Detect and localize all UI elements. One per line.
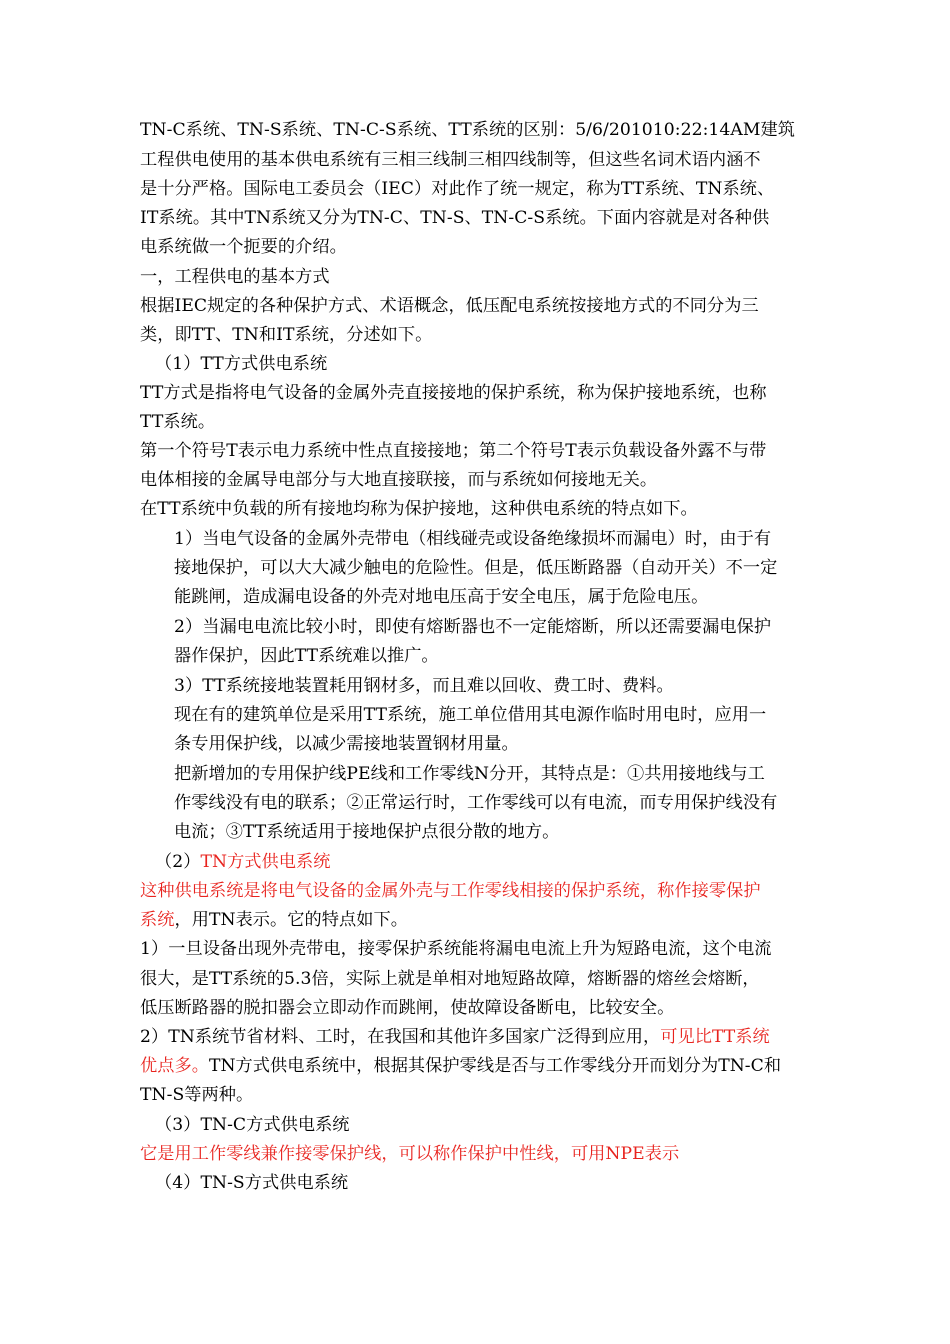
text-span: 2）当漏电电流比较小时，即使有熔断器也不一定能熔断，所以还需要漏电保护 bbox=[174, 617, 772, 637]
text-span: 3）TT系统接地装置耗用钢材多，而且难以回收、费工时、费料。 bbox=[174, 676, 674, 696]
subsection-heading bbox=[155, 1110, 350, 1140]
text-span: 把新增加的专用保护线PE线和工作零线N分开，其特点是：①共用接地线与工 bbox=[174, 764, 765, 784]
text-span: （3）TN-C方式供电系统 bbox=[155, 1115, 350, 1135]
subsection-heading bbox=[155, 349, 327, 379]
text-line bbox=[140, 1139, 679, 1169]
text-span: 现在有的建筑单位是采用TT系统，施工单位借用其电源作临时用电时，应用一 bbox=[174, 705, 767, 725]
subsection-heading bbox=[155, 847, 331, 877]
text-line bbox=[140, 203, 769, 233]
text-line bbox=[174, 553, 777, 583]
list-item bbox=[140, 934, 772, 964]
list-item bbox=[174, 612, 771, 642]
text-line bbox=[140, 145, 761, 175]
text-line bbox=[140, 378, 767, 408]
text-line bbox=[140, 876, 761, 906]
text-line bbox=[140, 115, 795, 145]
highlight-span: 系统 bbox=[140, 910, 175, 930]
text-span: 电流；③TT系统适用于接地保护点很分散的地方。 bbox=[174, 822, 560, 842]
subsection-heading bbox=[155, 1168, 348, 1198]
text-span: TN-C系统、TN-S系统、TN-C-S系统、TT系统的区别：5/6/201010:22:14AM建筑 bbox=[140, 120, 795, 140]
section-heading bbox=[140, 262, 330, 292]
text-line bbox=[174, 641, 439, 671]
text-span: IT系统。其中TN系统又分为TN-C、TN-S、TN-C-S系统。下面内容就是对各种供 bbox=[140, 208, 770, 228]
text-line bbox=[140, 320, 432, 350]
text-line bbox=[140, 436, 766, 466]
list-item bbox=[140, 1022, 770, 1052]
list-item bbox=[174, 671, 674, 701]
text-span: 电系统做一个扼要的介绍。 bbox=[140, 237, 347, 257]
text-line bbox=[140, 993, 674, 1023]
text-span: （4）TN-S方式供电系统 bbox=[155, 1173, 349, 1193]
list-item bbox=[174, 524, 771, 554]
text-line bbox=[174, 729, 519, 759]
text-span: 工程供电使用的基本供电系统有三相三线制三相四线制等，但这些名词术语内涵不 bbox=[140, 150, 761, 170]
text-span: 电体相接的金属导电部分与大地直接联接，而与系统如何接地无关。 bbox=[140, 470, 658, 490]
text-span: 1）当电气设备的金属外壳带电（相线碰壳或设备绝缘损坏而漏电）时，由于有 bbox=[174, 529, 772, 549]
text-span: 1）一旦设备出现外壳带电，接零保护系统能将漏电电流上升为短路电流，这个电流 bbox=[140, 939, 772, 959]
text-span: 是十分严格。国际电工委员会（IEC）对此作了统一规定，称为TT系统、TN系统、 bbox=[140, 179, 775, 199]
text-line bbox=[140, 494, 698, 524]
text-line bbox=[174, 817, 559, 847]
text-span: 能跳闸，造成漏电设备的外壳对地电压高于安全电压，属于危险电压。 bbox=[174, 587, 709, 607]
text-span: 类，即TT、TN和IT系统，分述如下。 bbox=[140, 325, 433, 345]
highlight-span: 它是用工作零线兼作接零保护线，可以称作保护中性线，可用NPE表示 bbox=[140, 1144, 680, 1164]
text-span: 第一个符号T表示电力系统中性点直接接地；第二个符号T表示负载设备外露不与带 bbox=[140, 441, 767, 461]
text-line bbox=[174, 788, 777, 818]
text-span: TT方式是指将电气设备的金属外壳直接接地的保护系统，称为保护接地系统，也称 bbox=[140, 383, 767, 403]
text-line bbox=[174, 759, 765, 789]
text-line bbox=[140, 465, 657, 495]
text-span: TN方式供电系统中，根据其保护零线是否与工作零线分开而划分为TN-C和 bbox=[208, 1056, 782, 1076]
text-span: ，用TN表示。它的特点如下。 bbox=[174, 910, 408, 930]
text-line bbox=[140, 1080, 253, 1110]
text-span: 2）TN系统节省材料、工时，在我国和其他许多国家广泛得到应用， bbox=[140, 1027, 661, 1047]
text-line bbox=[140, 174, 774, 204]
text-span: 一，工程供电的基本方式 bbox=[140, 267, 330, 287]
text-line bbox=[140, 905, 408, 935]
text-span: TT系统。 bbox=[140, 412, 216, 432]
text-span: 器作保护，因此TT系统难以推广。 bbox=[174, 646, 439, 666]
highlight-span: 这种供电系统是将电气设备的金属外壳与工作零线相接的保护系统，称作接零保护 bbox=[140, 881, 761, 901]
text-line bbox=[174, 582, 708, 612]
text-span: （2） bbox=[155, 852, 201, 872]
text-span: 低压断路器的脱扣器会立即动作而跳闸，使故障设备断电，比较安全。 bbox=[140, 998, 675, 1018]
text-span: 很大，是TT系统的5.3倍，实际上就是单相对地短路故障，熔断器的熔丝会熔断， bbox=[140, 969, 760, 989]
text-span: 在TT系统中负载的所有接地均称为保护接地，这种供电系统的特点如下。 bbox=[140, 499, 698, 519]
text-span: 作零线没有电的联系；②正常运行时，工作零线可以有电流，而专用保护线没有 bbox=[174, 793, 778, 813]
highlight-span: 可见比TT系统 bbox=[660, 1027, 770, 1047]
highlight-span: TN方式供电系统 bbox=[200, 852, 331, 872]
text-span: TN-S等两种。 bbox=[140, 1085, 254, 1105]
text-line bbox=[140, 232, 347, 262]
text-line bbox=[174, 700, 766, 730]
text-line bbox=[140, 407, 215, 437]
text-line bbox=[140, 1051, 781, 1081]
text-line bbox=[140, 291, 759, 321]
text-span: 根据IEC规定的各种保护方式、术语概念，低压配电系统按接地方式的不同分为三 bbox=[140, 296, 759, 316]
text-span: 接地保护，可以大大减少触电的危险性。但是，低压断路器（自动开关）不一定 bbox=[174, 558, 778, 578]
highlight-span: 优点多。 bbox=[140, 1056, 209, 1076]
text-span: （1）TT方式供电系统 bbox=[155, 354, 328, 374]
text-span: 条专用保护线，以减少需接地装置钢材用量。 bbox=[174, 734, 519, 754]
text-line bbox=[140, 964, 760, 994]
